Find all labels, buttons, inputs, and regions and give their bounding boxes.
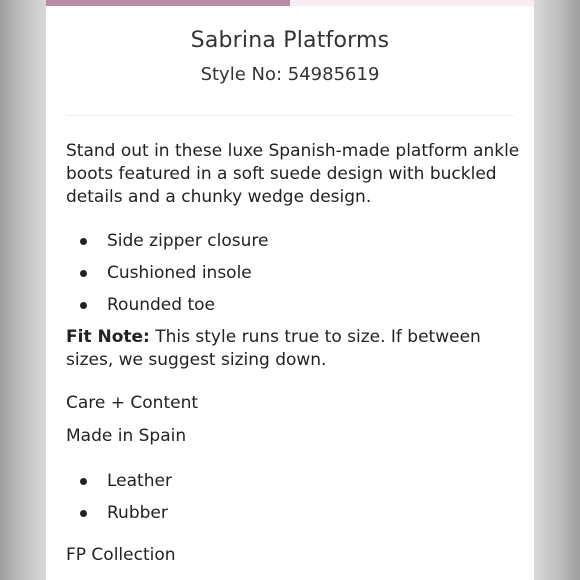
- list-item: [66, 497, 172, 529]
- fit-note-label: Fit Note:: [66, 327, 150, 347]
- country-of-origin: Made in Spain: [66, 426, 187, 446]
- style-number: Style No: 54985619: [200, 64, 380, 85]
- feature-label: Side zipper closure: [107, 231, 269, 251]
- material-label: Leather: [107, 471, 172, 491]
- list-item: [66, 257, 268, 289]
- bullet-icon: [80, 302, 87, 309]
- materials-list: [66, 465, 172, 529]
- scroll-progress-fill: [46, 0, 290, 6]
- material-label: Rubber: [107, 503, 168, 523]
- product-title: Sabrina Platforms: [190, 28, 390, 53]
- collection-name: FP Collection: [66, 545, 176, 565]
- bullet-icon: [80, 510, 87, 517]
- feature-label: Rounded toe: [107, 295, 215, 315]
- list-item: [66, 289, 268, 321]
- feature-label: Cushioned insole: [107, 263, 252, 283]
- feature-list: [66, 225, 268, 321]
- list-item: [66, 465, 172, 497]
- product-details-panel: [46, 0, 534, 580]
- product-description: Stand out in these luxe Spanish-made platform ankle boots featured in a soft suede design with buckled details and a chunky wedge design.: [66, 141, 520, 207]
- divider: [66, 115, 514, 116]
- bullet-icon: [80, 238, 87, 245]
- bullet-icon: [80, 478, 87, 485]
- list-item: [66, 225, 268, 257]
- fit-note-text: This style runs true to size. If between sizes, we suggest sizing down.: [66, 327, 481, 370]
- care-content-heading: Care + Content: [66, 393, 199, 413]
- bullet-icon: [80, 270, 87, 277]
- fit-note: [66, 326, 516, 372]
- scroll-progress-bar: [46, 0, 534, 6]
